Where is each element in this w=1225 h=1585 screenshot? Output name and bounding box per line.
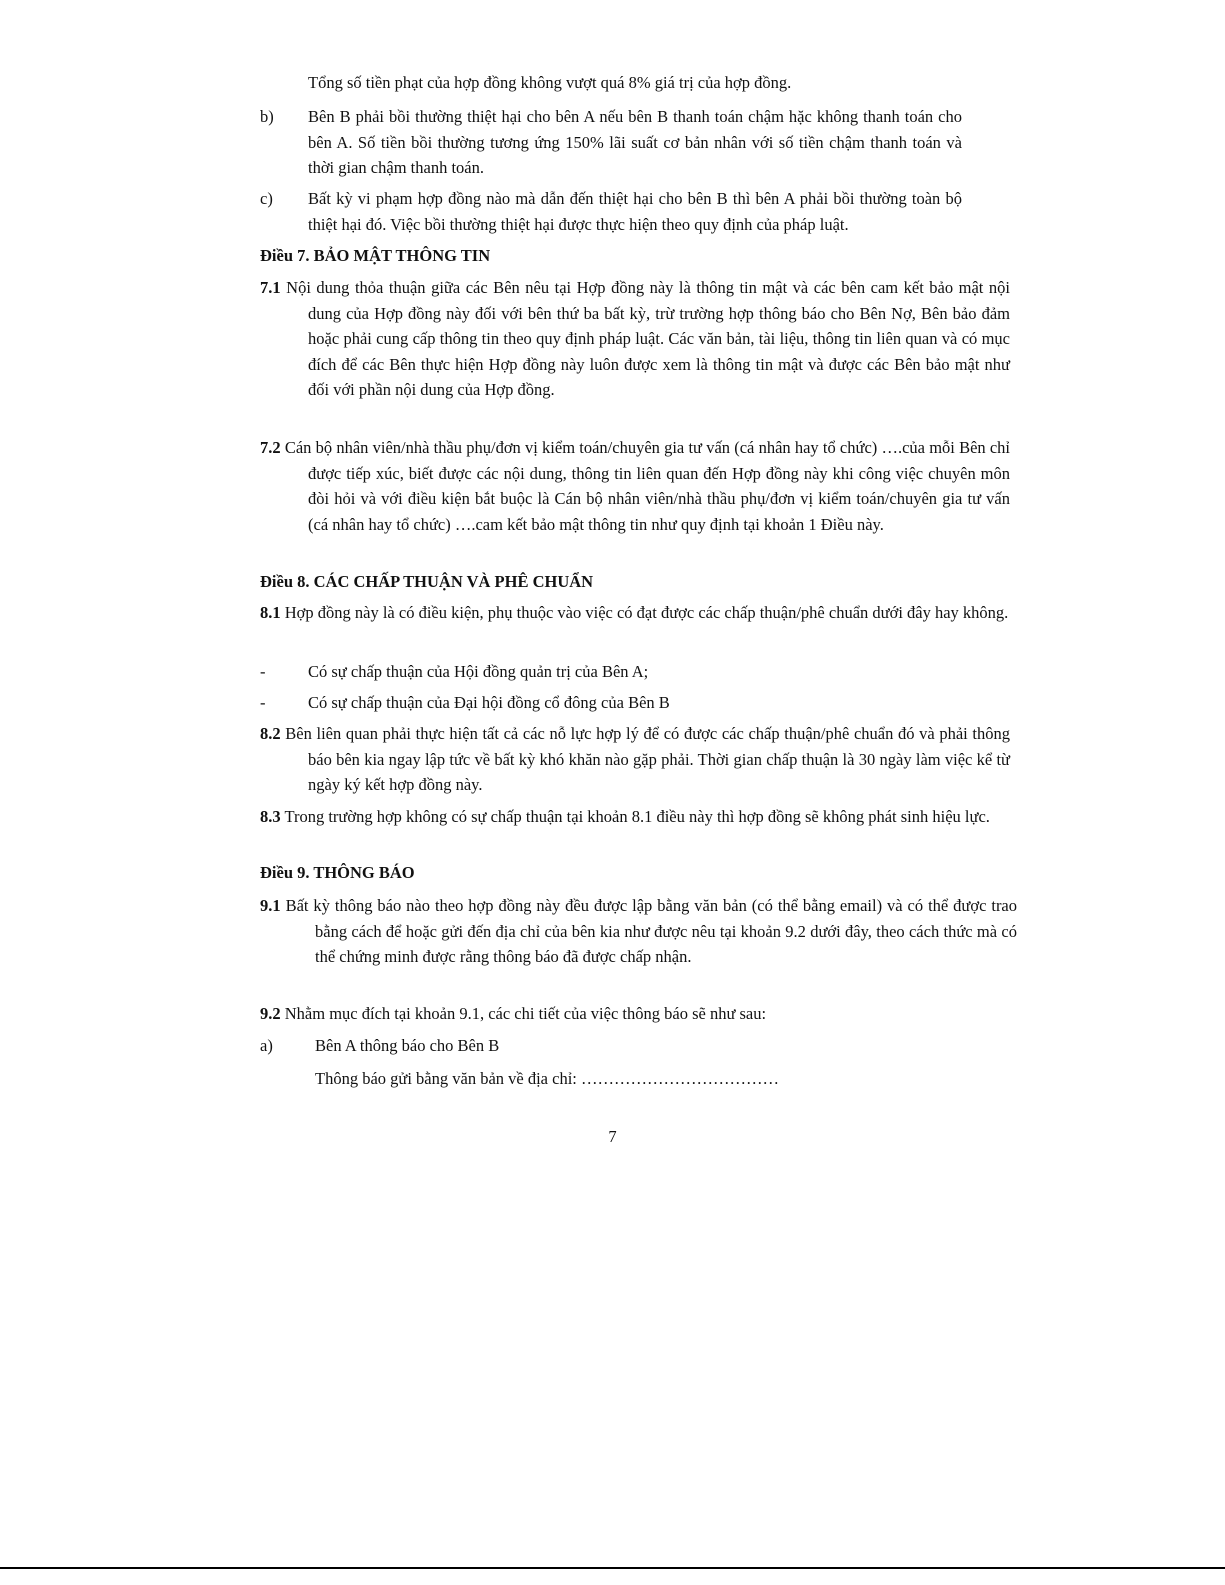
clause-9-1-text: Bất kỳ thông báo nào theo hợp đồng này đều được lập bằng văn bản (có thể bằng email) và có thể được trao bằng cách để hoặc gửi đến địa chỉ của bên kia như được nêu tại khoản 9.2 dưới đây, theo cách thức mà có thể chứng minh được rằng thông báo đã được chấp nhận. bbox=[285, 896, 1018, 966]
clause-9-1-number: 9.1 bbox=[260, 896, 281, 915]
article-7-heading: Điều 7. BẢO MẬT THÔNG TIN bbox=[260, 246, 491, 265]
item-b-label: b) bbox=[260, 107, 274, 126]
article-8-heading: Điều 8. CÁC CHẤP THUẬN VÀ PHÊ CHUẨN bbox=[260, 572, 594, 591]
clause-8-1 bbox=[260, 600, 1010, 626]
bullet-2-dash: - bbox=[260, 693, 266, 712]
clause-7-1-text: Nội dung thỏa thuận giữa các Bên nêu tại Hợp đồng này là thông tin mật và các bên cam kết bảo mật nội dung của Hợp đồng này đối với bên thứ ba bất kỳ, trừ trường hợp thông báo cho Bên Nợ, Bên bảo đảm hoặc phải cung cấp thông tin theo quy định pháp luật. Các văn bản, tài liệu, thông tin liên quan và có mục đích để các Bên thực hiện Hợp đồng này luôn được xem là thông tin mật và được các Bên bảo mật như đối với phần nội dung của Hợp đồng. bbox=[286, 278, 1010, 399]
clause-9-2-text: Nhằm mục đích tại khoản 9.1, các chi tiết của việc thông báo sẽ như sau: bbox=[284, 1004, 767, 1023]
bottom-edge-line bbox=[0, 1567, 1225, 1569]
fine-total-line: Tổng số tiền phạt của hợp đồng không vượt quá 8% giá trị của hợp đồng. bbox=[308, 73, 792, 92]
item-c-label: c) bbox=[260, 189, 273, 208]
clause-8-1-number: 8.1 bbox=[260, 603, 281, 622]
clause-8-3 bbox=[260, 804, 1010, 830]
clause-8-1-text: Hợp đồng này là có điều kiện, phụ thuộc vào việc có đạt được các chấp thuận/phê chuẩn dưới đây hay không. bbox=[284, 603, 1009, 622]
clause-9-1 bbox=[260, 893, 1017, 970]
clause-7-2 bbox=[260, 435, 1010, 537]
clause-8-2 bbox=[260, 721, 1010, 798]
clause-7-1 bbox=[260, 275, 1010, 403]
clause-9-2-number: 9.2 bbox=[260, 1004, 281, 1023]
bullet-1-dash: - bbox=[260, 662, 266, 681]
item-a-label: a) bbox=[260, 1036, 273, 1055]
clause-7-1-number: 7.1 bbox=[260, 278, 281, 297]
clause-7-2-text: Cán bộ nhân viên/nhà thầu phụ/đơn vị kiểm toán/chuyên gia tư vấn (cá nhân hay tổ chức) ….của mỗi Bên chỉ được tiếp xúc, biết được các nội dung, thông tin liên quan đến Hợp đồng này khi công việc chuyên môn đòi hỏi và với điều kiện bắt buộc là Cán bộ nhân viên/nhà thầu phụ/đơn vị kiểm toán/chuyên gia tư vấn (cá nhân hay tổ chức) ….cam kết bảo mật thông tin như quy định tại khoản 1 Điều này. bbox=[284, 438, 1011, 534]
bullet-2-text: Có sự chấp thuận của Đại hội đồng cổ đông của Bên B bbox=[308, 693, 670, 712]
address-line: Thông báo gửi bằng văn bản về địa chỉ: ……………………………… bbox=[315, 1069, 779, 1088]
item-b-text: Bên B phải bồi thường thiệt hại cho bên A nếu bên B thanh toán chậm hặc không thanh toán cho bên A. Số tiền bồi thường tương ứng 150% lãi suất cơ bản nhân với số tiền chậm thanh toán và thời gian chậm thanh toán. bbox=[308, 107, 962, 177]
item-a-text: Bên A thông báo cho Bên B bbox=[315, 1036, 500, 1055]
clause-8-3-text: Trong trường hợp không có sự chấp thuận tại khoản 8.1 điều này thì hợp đồng sẽ không phát sinh hiệu lực. bbox=[284, 807, 990, 826]
item-c-text: Bất kỳ vi phạm hợp đồng nào mà dẫn đến thiệt hại cho bên B thì bên A phải bồi thường toàn bộ thiệt hại đó. Việc bồi thường thiệt hại được thực hiện theo quy định của pháp luật. bbox=[308, 189, 962, 234]
clause-7-2-number: 7.2 bbox=[260, 438, 281, 457]
clause-8-2-number: 8.2 bbox=[260, 724, 281, 743]
clause-8-3-number: 8.3 bbox=[260, 807, 281, 826]
page-number: 7 bbox=[608, 1127, 617, 1146]
clause-8-2-text: Bên liên quan phải thực hiện tất cả các nỗ lực hợp lý để có được các chấp thuận/phê chuẩn đó và phải thông báo bên kia ngay lập tức về bất kỳ khó khăn nào gặp phải. Thời gian chấp thuận là 30 ngày làm việc kể từ ngày ký kết hợp đồng này. bbox=[285, 724, 1010, 794]
clause-9-2 bbox=[260, 1001, 962, 1027]
bullet-1-text: Có sự chấp thuận của Hội đồng quản trị của Bên A; bbox=[308, 662, 649, 681]
article-9-heading: Điều 9. THÔNG BÁO bbox=[260, 863, 415, 882]
